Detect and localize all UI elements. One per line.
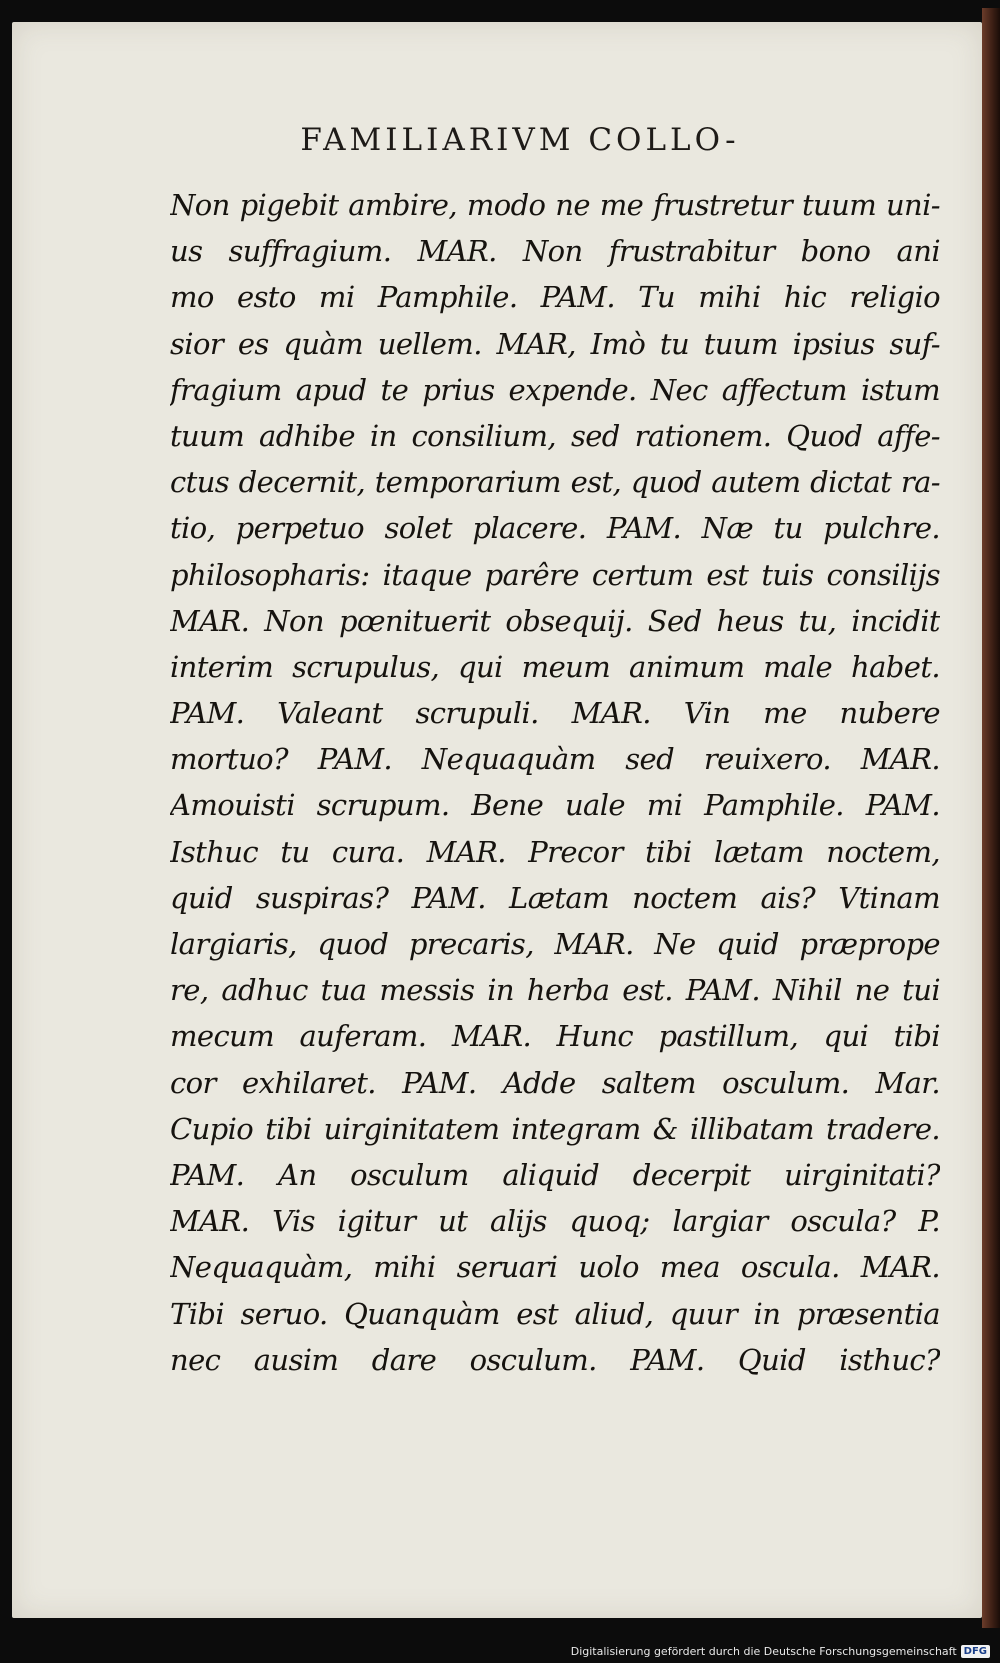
text-line: Isthuc tu cura. MAR. Precor tibi lætam noctem, xyxy=(170,834,940,869)
text-line: cor exhilaret. PAM. Adde saltem osculum. Mar. xyxy=(170,1065,940,1100)
text-line: tio, perpetuo solet placere. PAM. Næ tu pulchre. xyxy=(170,511,940,546)
text-line: sior es quàm uellem. MAR, Imò tu tuum ipsius suf- xyxy=(170,326,940,361)
text-line: Amouisti scrupum. Bene uale mi Pamphile. PAM. xyxy=(170,788,940,823)
text-line: PAM. An osculum aliquid decerpit uirginitati? xyxy=(170,1157,940,1192)
text-line: Non pigebit ambire, modo ne me frustretur tuum uni- xyxy=(170,188,940,222)
text-line: Cupio tibi uirginitatem integram & illibatam tradere. xyxy=(170,1111,940,1146)
text-line: philosopharis: itaque parêre certum est tuis consilijs xyxy=(170,557,940,592)
text-line: us suffragium. MAR. Non frustrabitur bono ani xyxy=(170,234,940,269)
book-edge xyxy=(982,8,1000,1628)
text-line: tuum adhibe in consilium, sed rationem. Quod affe- xyxy=(170,418,940,453)
text-line: mo esto mi Pamphile. PAM. Tu mihi hic religio xyxy=(170,280,940,315)
dfg-logo: DFG xyxy=(961,1645,990,1658)
text-line: mecum auferam. MAR. Hunc pastillum, qui tibi xyxy=(170,1019,940,1054)
text-line: quid suspiras? PAM. Lætam noctem ais? Vtinam xyxy=(170,880,940,915)
text-line: re, adhuc tua messis in herba est. PAM. Nihil ne tui xyxy=(170,973,940,1008)
digitization-credit xyxy=(571,1643,990,1659)
text-line: fragium apud te prius expende. Nec affectum istum xyxy=(170,372,940,407)
text-line: PAM. Valeant scrupuli. MAR. Vin me nubere xyxy=(170,696,940,731)
text-line: MAR. Vis igitur ut alijs quoq; largiar oscula? P. xyxy=(170,1204,940,1239)
text-line: Nequaquàm, mihi seruari uolo mea oscula. MAR. xyxy=(170,1250,940,1285)
text-line: mortuo? PAM. Nequaquàm sed reuixero. MAR. xyxy=(170,742,940,777)
text-line: largiaris, quod precaris, MAR. Ne quid præprope xyxy=(170,927,940,961)
body-text xyxy=(170,182,940,1383)
text-line: Tibi seruo. Quanquàm est aliud, quur in præsentia xyxy=(170,1296,940,1331)
text-line: nec ausim dare osculum. PAM. Quid isthuc? xyxy=(170,1342,940,1377)
text-line: interim scrupulus, qui meum animum male habet. xyxy=(170,649,940,684)
running-header: FAMILIARIVM COLLO- xyxy=(300,122,740,158)
text-line: MAR. Non pœnituerit obsequij. Sed heus tu, incidit xyxy=(170,603,940,638)
text-line: ctus decernit, temporarium est, quod autem dictat ra- xyxy=(170,465,940,500)
credit-text: Digitalisierung gefördert durch die Deutsche Forschungsgemeinschaft xyxy=(570,1644,957,1658)
